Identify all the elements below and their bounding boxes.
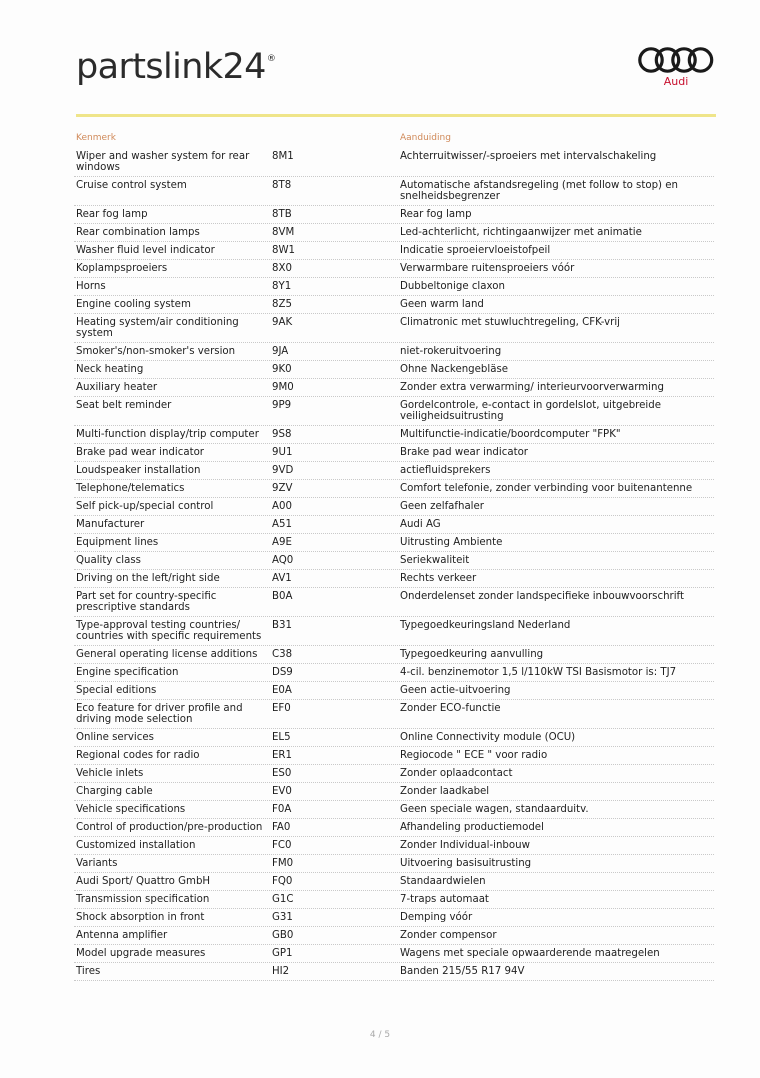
table-row [74, 855, 714, 873]
designation-cell: Afhandeling productiemodel [400, 822, 544, 833]
table-row [74, 646, 714, 664]
column-header-designation: Aanduiding [400, 133, 451, 143]
table-row [74, 927, 714, 945]
table-row [74, 343, 714, 361]
designation-cell: Achterruitwisser/-sproeiers met intervalschakeling [400, 151, 657, 162]
feature-cell: Wiper and washer system for rear windows [76, 151, 250, 173]
equipment-table [74, 148, 714, 981]
feature-cell: Auxiliary heater [76, 382, 158, 393]
table-row [74, 444, 714, 462]
code-cell: AV1 [272, 573, 292, 584]
table-row [74, 426, 714, 444]
feature-cell: Online services [76, 732, 154, 743]
code-cell: ER1 [272, 750, 292, 761]
code-cell: A9E [272, 537, 292, 548]
designation-cell: niet-rokeruitvoering [400, 346, 502, 357]
code-cell: FQ0 [272, 876, 293, 887]
table-row [74, 909, 714, 927]
feature-cell: Engine specification [76, 667, 179, 678]
column-header-feature: Kenmerk [76, 133, 116, 143]
table-row [74, 379, 714, 397]
table-row [74, 516, 714, 534]
code-cell: G1C [272, 894, 294, 905]
table-row [74, 945, 714, 963]
designation-cell: Zonder laadkabel [400, 786, 490, 797]
code-cell: 9VD [272, 465, 294, 476]
table-row [74, 296, 714, 314]
table-row [74, 963, 714, 981]
table-row [74, 314, 714, 343]
table-row [74, 700, 714, 729]
designation-cell: Typegoedkeuring aanvulling [400, 649, 544, 660]
designation-cell: Rechts verkeer [400, 573, 477, 584]
code-cell: 9M0 [272, 382, 294, 393]
code-cell: 8W1 [272, 245, 296, 256]
designation-cell: Climatronic met stuwluchtregeling, CFK-vrij [400, 317, 621, 328]
table-row [74, 729, 714, 747]
designation-cell: Zonder Individual-inbouw [400, 840, 530, 851]
code-cell: FC0 [272, 840, 292, 851]
designation-cell: Geen zelfafhaler [400, 501, 484, 512]
code-cell: GP1 [272, 948, 293, 959]
table-row [74, 570, 714, 588]
code-cell: FM0 [272, 858, 294, 869]
code-cell: 9P9 [272, 400, 292, 411]
designation-cell: Onderdelenset zonder landspecifieke inbouwvoorschrift [400, 591, 684, 602]
table-row [74, 462, 714, 480]
table-row [74, 242, 714, 260]
feature-cell: Equipment lines [76, 537, 159, 548]
code-cell: A00 [272, 501, 292, 512]
code-cell: A51 [272, 519, 292, 530]
designation-cell: Demping vóór [400, 912, 473, 923]
feature-cell: Quality class [76, 555, 141, 566]
feature-cell: Driving on the left/right side [76, 573, 220, 584]
designation-cell: actiefluidsprekers [400, 465, 491, 476]
designation-cell: Indicatie sproeiervloeistofpeil [400, 245, 551, 256]
make-label: Audi [663, 75, 689, 88]
table-row [74, 891, 714, 909]
feature-cell: Rear fog lamp [76, 209, 148, 220]
code-cell: 9U1 [272, 447, 293, 458]
code-cell: 9S8 [272, 429, 292, 440]
brand-name: partslink24 [76, 47, 266, 87]
code-cell: 8Z5 [272, 299, 292, 310]
table-row [74, 260, 714, 278]
code-cell: G31 [272, 912, 293, 923]
feature-cell: Manufacturer [76, 519, 145, 530]
designation-cell: Regiocode " ECE " voor radio [400, 750, 548, 761]
designation-cell: Ohne Nackengebläse [400, 364, 509, 375]
feature-cell: Loudspeaker installation [76, 465, 201, 476]
audi-logo [630, 46, 722, 88]
designation-cell: 4-cil. benzinemotor 1,5 l/110kW TSI Basismotor is: TJ7 [400, 667, 677, 678]
designation-cell: Zonder oplaadcontact [400, 768, 513, 779]
code-cell: 8VM [272, 227, 295, 238]
designation-cell: Brake pad wear indicator [400, 447, 528, 458]
feature-cell: Vehicle specifications [76, 804, 186, 815]
designation-cell: Banden 215/55 R17 94V [400, 966, 525, 977]
feature-cell: General operating license additions [76, 649, 258, 660]
feature-cell: Neck heating [76, 364, 144, 375]
partslink24-logo [76, 47, 276, 87]
code-cell: EV0 [272, 786, 292, 797]
code-cell: HI2 [272, 966, 290, 977]
table-row [74, 747, 714, 765]
designation-cell: Audi AG [400, 519, 441, 530]
table-row [74, 397, 714, 426]
feature-cell: Audi Sport/ Quattro GmbH [76, 876, 211, 887]
table-row [74, 819, 714, 837]
code-cell: DS9 [272, 667, 293, 678]
designation-cell: Multifunctie-indicatie/boordcomputer "FPK" [400, 429, 621, 440]
code-cell: 8T8 [272, 180, 292, 191]
designation-cell: Online Connectivity module (OCU) [400, 732, 576, 743]
designation-cell: 7-traps automaat [400, 894, 489, 905]
table-row [74, 534, 714, 552]
table-row [74, 617, 714, 646]
designation-cell: Typegoedkeuringsland Nederland [400, 620, 571, 631]
feature-cell: Seat belt reminder [76, 400, 172, 411]
feature-cell: Cruise control system [76, 180, 187, 191]
table-row [74, 361, 714, 379]
feature-cell: Variants [76, 858, 118, 869]
table-row [74, 873, 714, 891]
table-row [74, 206, 714, 224]
feature-cell: Regional codes for radio [76, 750, 200, 761]
code-cell: GB0 [272, 930, 294, 941]
designation-cell: Gordelcontrole, e-contact in gordelslot, uitgebreide veiligheidsuitrusting [400, 400, 661, 422]
code-cell: EF0 [272, 703, 291, 714]
table-row [74, 278, 714, 296]
designation-cell: Dubbeltonige claxon [400, 281, 505, 292]
registered-mark: ® [266, 54, 276, 64]
feature-cell: Horns [76, 281, 106, 292]
table-row [74, 664, 714, 682]
feature-cell: Tires [76, 966, 101, 977]
table-row [74, 148, 714, 177]
feature-cell: Model upgrade measures [76, 948, 206, 959]
feature-cell: Self pick-up/special control [76, 501, 214, 512]
code-cell: 9ZV [272, 483, 293, 494]
table-row [74, 480, 714, 498]
feature-cell: Type-approval testing countries/ countries with specific requirements [76, 620, 262, 642]
code-cell: 9AK [272, 317, 293, 328]
code-cell: 8X0 [272, 263, 292, 274]
table-row [74, 498, 714, 516]
code-cell: C38 [272, 649, 293, 660]
feature-cell: Antenna amplifier [76, 930, 168, 941]
feature-cell: Washer fluid level indicator [76, 245, 215, 256]
feature-cell: Part set for country-specific prescriptive standards [76, 591, 217, 613]
code-cell: 9K0 [272, 364, 292, 375]
designation-cell: Geen warm land [400, 299, 484, 310]
table-row [74, 177, 714, 206]
code-cell: 8TB [272, 209, 292, 220]
designation-cell: Geen speciale wagen, standaarduitv. [400, 804, 589, 815]
code-cell: 8Y1 [272, 281, 292, 292]
designation-cell: Uitvoering basisuitrusting [400, 858, 532, 869]
page-number: 4 / 5 [369, 1030, 391, 1040]
designation-cell: Led-achterlicht, richtingaanwijzer met animatie [400, 227, 642, 238]
feature-cell: Multi-function display/trip computer [76, 429, 259, 440]
feature-cell: Smoker's/non-smoker's version [76, 346, 236, 357]
designation-cell: Zonder compensor [400, 930, 497, 941]
designation-cell: Zonder ECO-functie [400, 703, 501, 714]
designation-cell: Geen actie-uitvoering [400, 685, 511, 696]
code-cell: 9JA [272, 346, 289, 357]
feature-cell: Eco feature for driver profile and driving mode selection [76, 703, 243, 725]
feature-cell: Engine cooling system [76, 299, 191, 310]
header-divider [76, 114, 716, 117]
table-row [74, 552, 714, 570]
table-row [74, 588, 714, 617]
feature-cell: Special editions [76, 685, 157, 696]
code-cell: E0A [272, 685, 292, 696]
designation-cell: Uitrusting Ambiente [400, 537, 503, 548]
feature-cell: Control of production/pre-production [76, 822, 263, 833]
feature-cell: Vehicle inlets [76, 768, 144, 779]
code-cell: ES0 [272, 768, 292, 779]
table-row [74, 783, 714, 801]
code-cell: F0A [272, 804, 292, 815]
code-cell: AQ0 [272, 555, 294, 566]
feature-cell: Telephone/telematics [76, 483, 185, 494]
feature-cell: Charging cable [76, 786, 153, 797]
feature-cell: Customized installation [76, 840, 196, 851]
designation-cell: Wagens met speciale opwaarderende maatregelen [400, 948, 660, 959]
designation-cell: Seriekwaliteit [400, 555, 470, 566]
table-row [74, 682, 714, 700]
designation-cell: Rear fog lamp [400, 209, 472, 220]
table-row [74, 224, 714, 242]
feature-cell: Koplampsproeiers [76, 263, 168, 274]
feature-cell: Heating system/air conditioning system [76, 317, 239, 339]
code-cell: B0A [272, 591, 293, 602]
code-cell: B31 [272, 620, 292, 631]
feature-cell: Rear combination lamps [76, 227, 200, 238]
designation-cell: Automatische afstandsregeling (met follow to stop) en snelheidsbegrenzer [400, 180, 678, 202]
designation-cell: Verwarmbare ruitensproeiers vóór [400, 263, 575, 274]
designation-cell: Comfort telefonie, zonder verbinding voor buitenantenne [400, 483, 693, 494]
audi-rings-icon [637, 46, 715, 74]
designation-cell: Zonder extra verwarming/ interieurvoorverwarming [400, 382, 664, 393]
feature-cell: Brake pad wear indicator [76, 447, 204, 458]
feature-cell: Shock absorption in front [76, 912, 205, 923]
code-cell: FA0 [272, 822, 291, 833]
code-cell: EL5 [272, 732, 291, 743]
designation-cell: Standaardwielen [400, 876, 486, 887]
table-row [74, 765, 714, 783]
feature-cell: Transmission specification [76, 894, 210, 905]
table-row [74, 801, 714, 819]
code-cell: 8M1 [272, 151, 294, 162]
table-row [74, 837, 714, 855]
